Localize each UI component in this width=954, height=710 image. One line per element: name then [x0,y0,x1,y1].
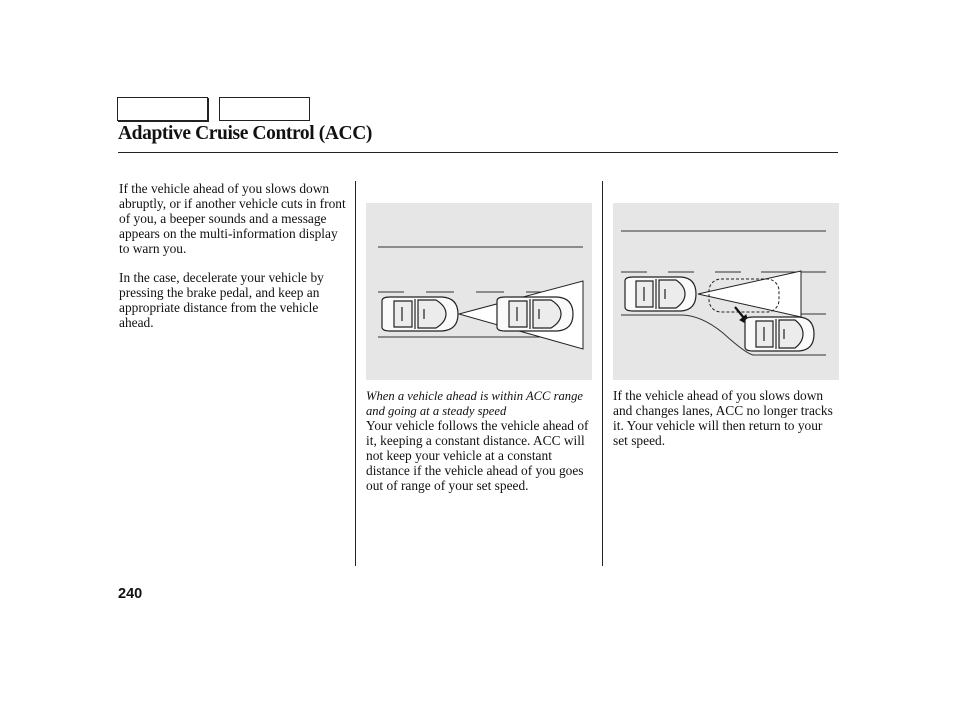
own-car-icon [625,277,696,311]
page-number: 240 [118,586,143,602]
acc-lane-change-illustration [613,203,839,380]
title-rule [118,152,838,153]
warning-paragraph: If the vehicle ahead of you slows down abruptly, or if another vehicle cuts in front of you, a beeper sounds and a message appears on the multi-information display to warn you. [119,181,346,256]
lane-change-paragraph: If the vehicle ahead of you slows down and changes lanes, ACC no longer tracks it. Your vehicle will then return to your set speed. [613,388,833,448]
column-divider-left [355,181,356,566]
acc-following-illustration [366,203,592,380]
vehicle-ahead-icon [497,297,573,331]
nav-tab-index[interactable] [219,97,310,121]
page-title: Adaptive Cruise Control (ACC) [118,123,372,144]
decelerate-paragraph: In the case, decelerate your vehicle by pressing the brake pedal, and keep an appropriate distance from the vehicle ahead. [119,270,324,330]
column-divider-right [602,181,603,566]
nav-tab-main-menu[interactable] [117,97,208,121]
vehicle-ahead-icon [745,317,814,351]
own-car-icon [382,297,458,331]
figure-caption: When a vehicle ahead is within ACC range and going at a steady speed [366,389,583,418]
follow-paragraph: Your vehicle follows the vehicle ahead of it, keeping a constant distance. ACC will not keep your vehicle at a constant distance if the vehicle ahead of you goes out of range of your set speed. [366,418,589,493]
